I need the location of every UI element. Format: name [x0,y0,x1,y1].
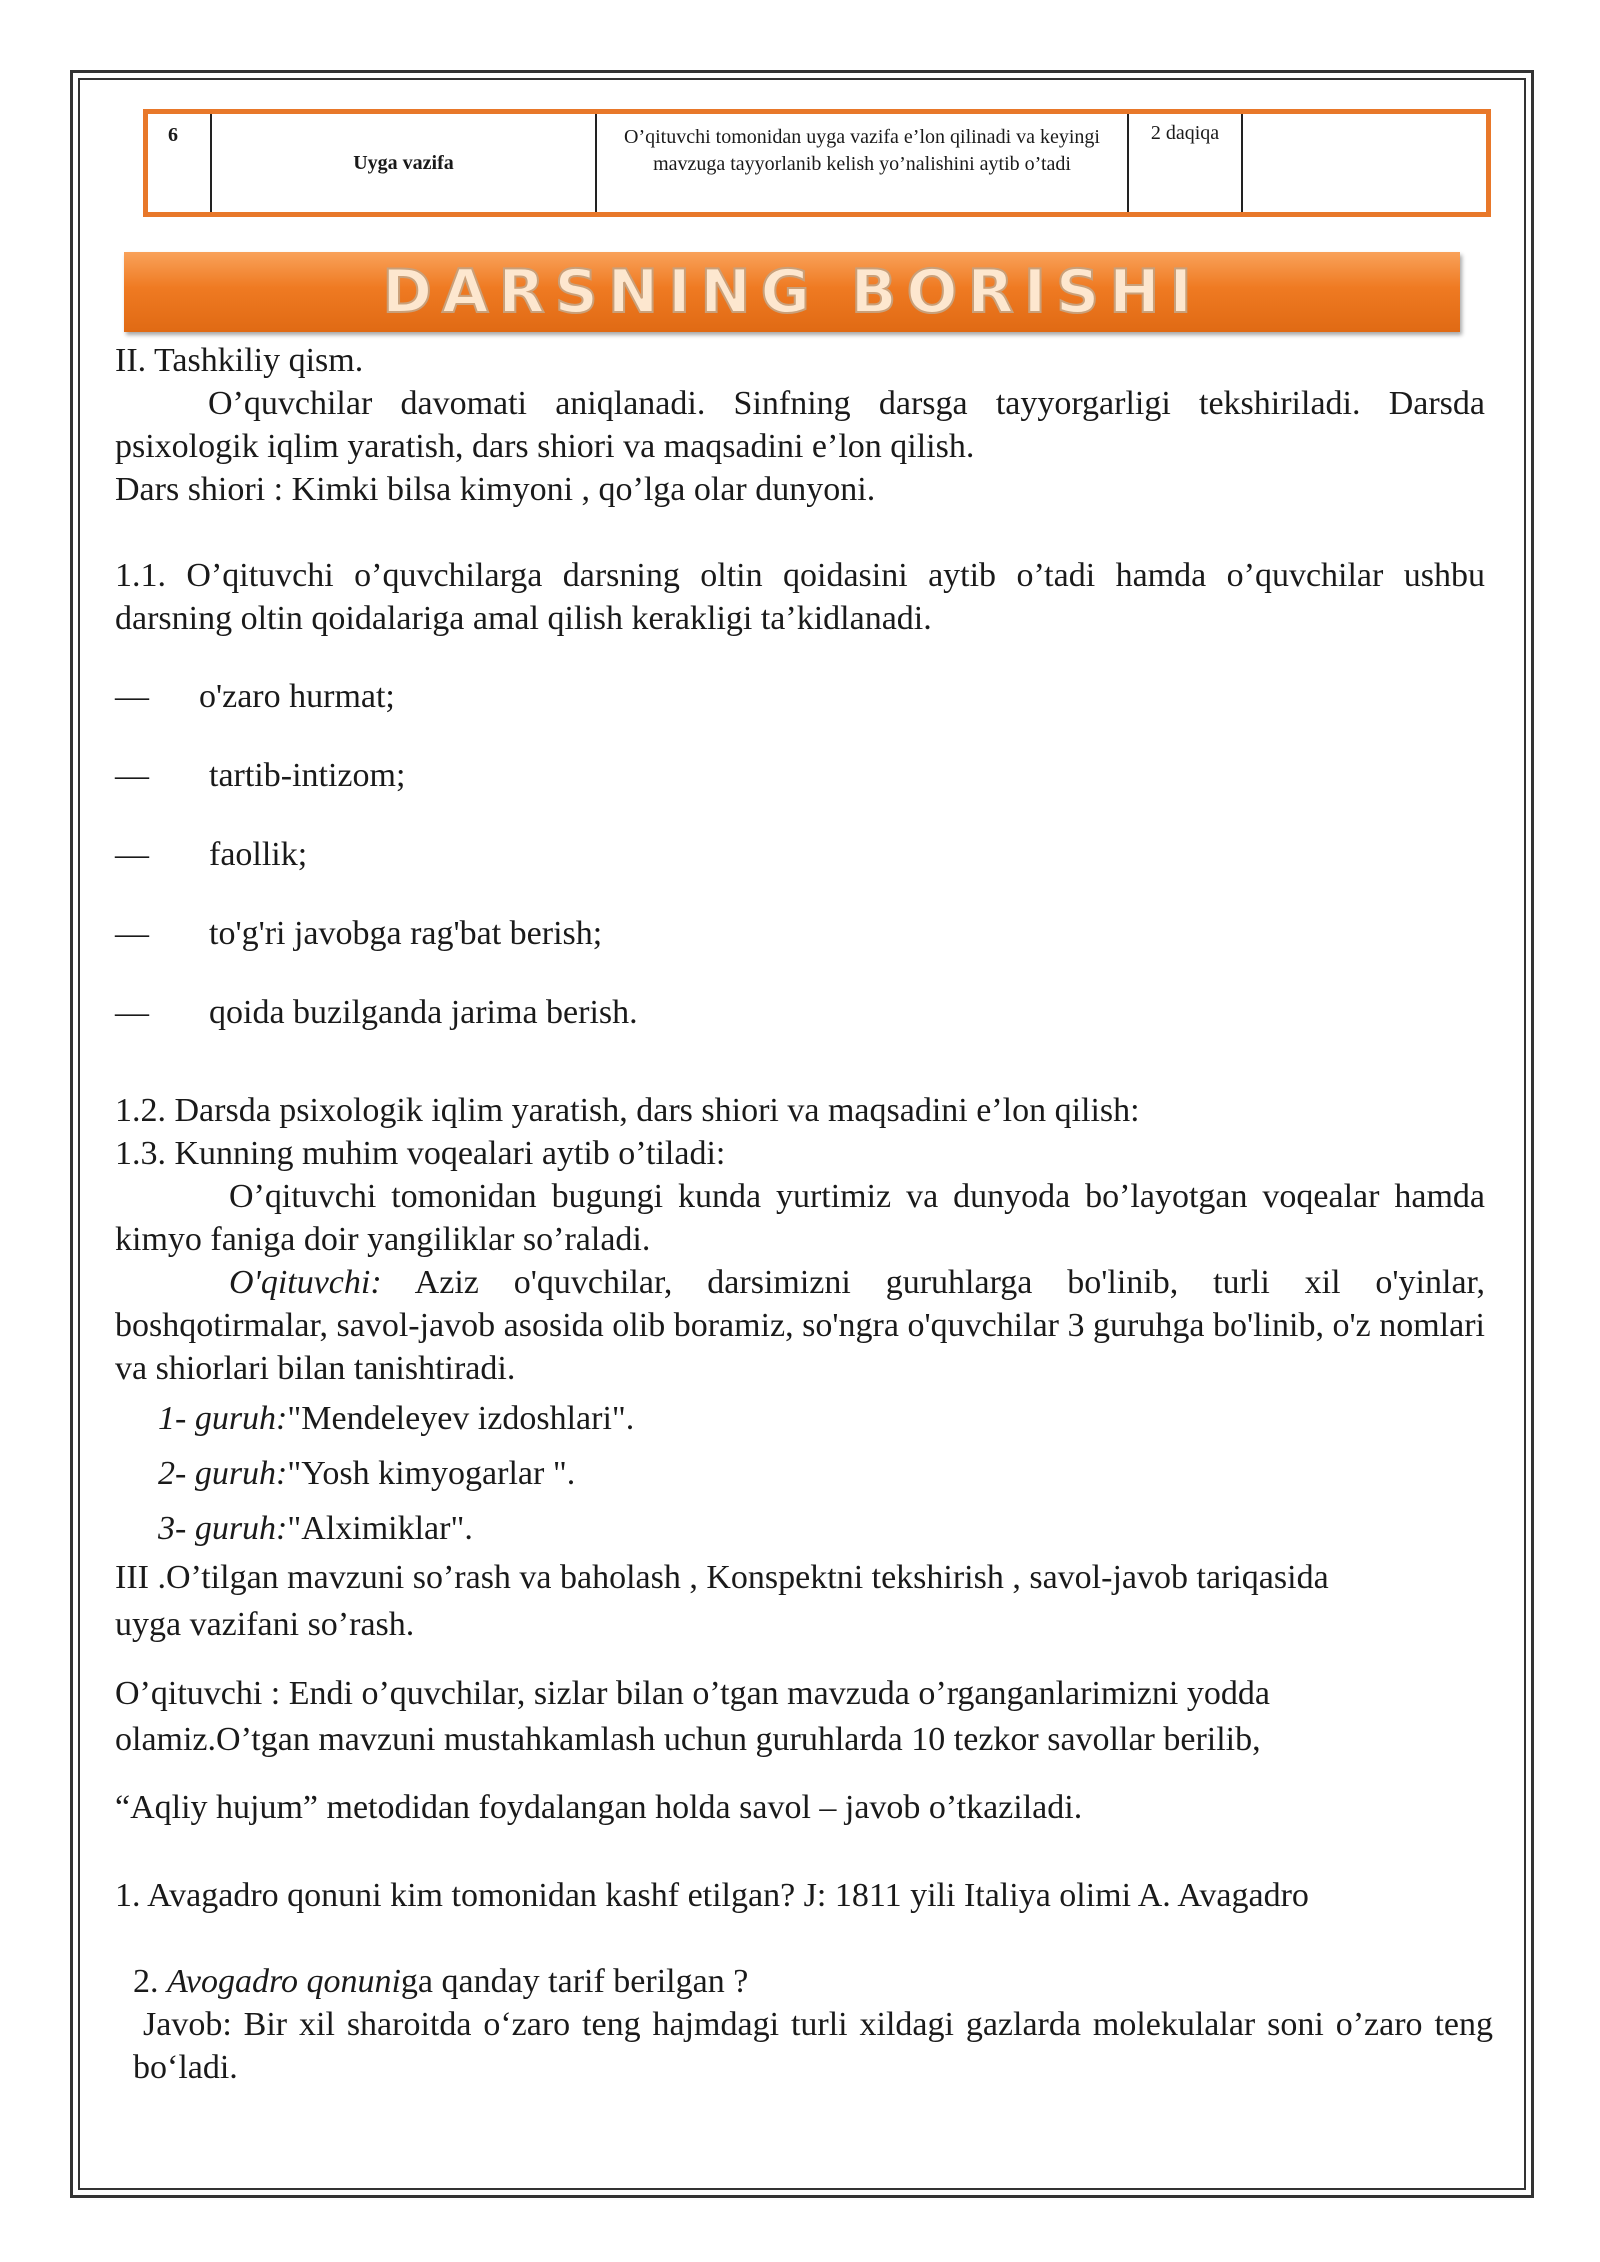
rule-dash: — [115,678,149,715]
group-label: 1- guruh: [158,1400,288,1437]
teacher-label: O'qituvchi: [229,1264,382,1301]
group-2 [158,1452,575,1495]
rule-dash: — [115,915,149,952]
subsection-1-3: 1.3. Kunning muhim voqealari aytib o’tiladi: [115,1135,726,1172]
question-2-number: 2. [133,1963,167,2000]
group-1 [158,1397,634,1440]
teacher-text: Aziz o'quvchilar, darsimizni guruhlarga bo'linib, turli xil o'yinlar, boshqotirmalar, savol-javob asosida olib boramiz, so'ngra o'quvchilar 3 guruhga bo'linib, o'z nomlari va shiorlari bilan tanishtiradi. [115,1264,1485,1387]
row-number: 6 [148,114,212,212]
rule-item: qoida buzilganda jarima berish. [209,994,638,1031]
question-2-text: ga qanday tarif berilgan ? [400,1963,749,2000]
brainstorm-method-line: “Aqliy hujum” metodidan foydalangan holda savol – javob o’tkaziladi. [115,1789,1083,1826]
rule-dash: — [115,757,149,794]
row-title: Uyga vazifa [212,114,597,212]
rule-item: o'zaro hurmat; [199,678,395,715]
rule-dash: — [115,836,149,873]
subsection-1-2: 1.2. Darsda psixologik iqlim yaratish, dars shiori va maqsadini e’lon qilish: [115,1092,1140,1129]
row-duration: 2 daqiqa [1129,114,1243,212]
section-2-paragraph [115,382,1485,468]
golden-rules-intro: 1.1. O’qituvchi o’quvchilarga darsning oltin qoidasini aytib o’tadi hamda o’quvchilar ushbu darsning oltin qoidalariga amal qilish kerakligi ta’kidlanadi. [115,557,1485,637]
question-2 [133,1960,748,2003]
group-name: "Yosh kimyogarlar ". [287,1455,576,1492]
section-2-heading: II. Tashkiliy qism. [115,342,364,379]
section-3-line-2: uyga vazifani so’rash. [115,1606,415,1643]
group-name: "Mendeleyev izdoshlari". [287,1400,635,1437]
lesson-slogan: Dars shiori : Kimki bilsa kimyoni , qo’lga olar dunyoni. [115,471,876,508]
row-description: O’qituvchi tomonidan uyga vazifa e’lon qilinadi va keyingi mavzuga tayyorlanib kelish yo’nalishini aytib o’tadi [597,114,1129,212]
question-1: 1. Avagadro qonuni kim tomonidan kashf etilgan? J: 1811 yili Italiya olimi A. Avagadro [115,1877,1309,1914]
row-notes [1243,114,1486,212]
rule-item: tartib-intizom; [209,757,406,794]
teacher-paragraph [115,1261,1485,1390]
attendance-text: O’quvchilar davomati aniqlanadi. Sinfning darsga tayyorgarligi tekshiriladi. Darsda psixologik iqlim yaratish, dars shiori va maqsadini e’lon qilish. [115,385,1485,465]
group-label: 2- guruh: [158,1455,288,1492]
banner-title: DARSNING BORISHI [382,257,1202,327]
question-2-term: Avogadro qonuni [167,1963,401,2000]
rule-item: to'g'ri javobga rag'bat berish; [209,915,603,952]
section-banner [124,252,1460,332]
rule-item: faollik; [209,836,308,873]
lesson-plan-row [143,109,1491,217]
section-3-line-1: III .O’tilgan mavzuni so’rash va baholash , Konspektni tekshirish , savol-javob tariqasida [115,1559,1329,1596]
teacher-review-line-2: olamiz.O’tgan mavzuni mustahkamlash uchun guruhlarda 10 tezkor savollar berilib, [115,1721,1261,1758]
answer-2: Javob: Bir xil sharoitda o‘zaro teng hajmdagi turli xildagi gazlarda molekulalar soni o’zaro teng bo‘ladi. [133,2006,1493,2086]
group-3 [158,1507,473,1550]
teacher-review-line-1: O’qituvchi : Endi o’quvchilar, sizlar bilan o’tgan mavzuda o’rganganlarimizni yodda [115,1675,1270,1712]
group-name: "Alximiklar". [287,1510,473,1547]
rule-dash: — [115,994,149,1031]
news-paragraph [115,1175,1485,1261]
news-text: O’qituvchi tomonidan bugungi kunda yurtimiz va dunyoda bo’layotgan voqealar hamda kimyo faniga doir yangiliklar so’raladi. [115,1178,1485,1258]
group-label: 3- guruh: [158,1510,288,1547]
